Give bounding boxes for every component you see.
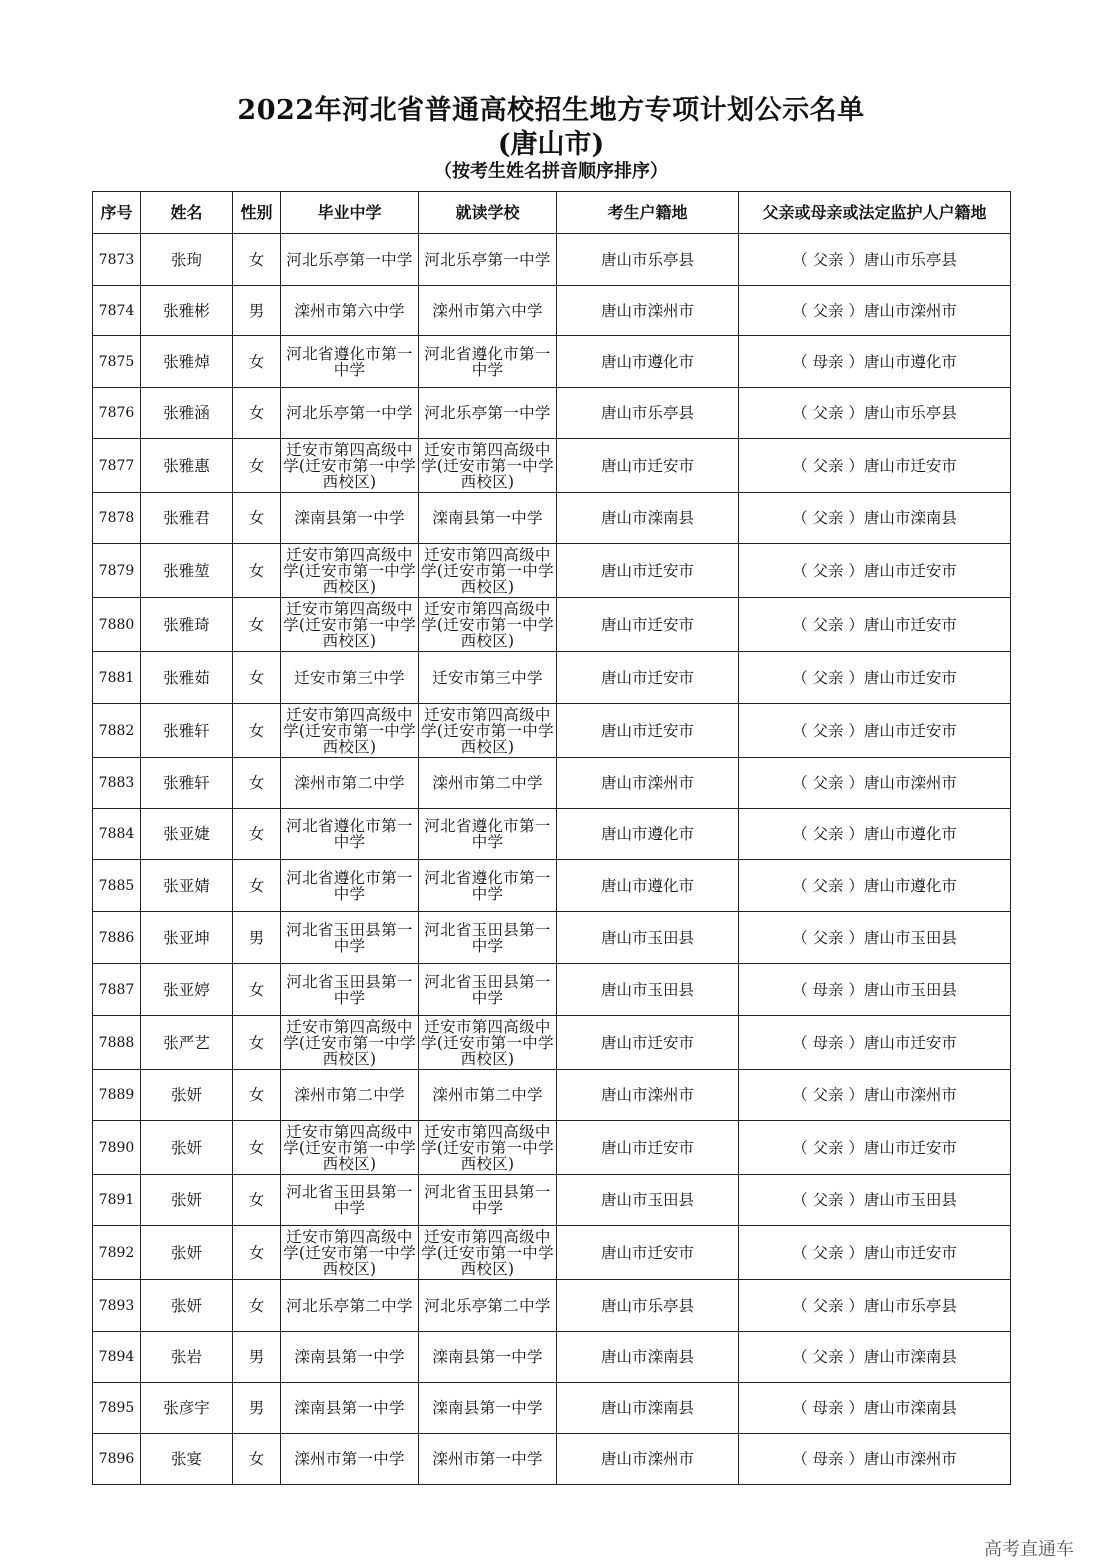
cell-no: 7890 — [93, 1121, 141, 1175]
cell-current-school: 滦州市第二中学 — [419, 758, 557, 809]
cell-guardian-household: （ 父亲 ）唐山市滦州市 — [739, 758, 1011, 809]
cell-grad-school: 迁安市第四高级中学(迁安市第一中学西校区) — [281, 439, 419, 493]
cell-no: 7887 — [93, 964, 141, 1016]
table-row — [93, 388, 1011, 439]
cell-no: 7883 — [93, 758, 141, 809]
table-row — [93, 1016, 1011, 1070]
cell-sex: 女 — [233, 1121, 281, 1175]
cell-sex: 女 — [233, 704, 281, 758]
cell-name: 张雅轩 — [141, 758, 233, 809]
cell-grad-school: 迁安市第四高级中学(迁安市第一中学西校区) — [281, 544, 419, 598]
cell-current-school: 迁安市第四高级中学(迁安市第一中学西校区) — [419, 544, 557, 598]
cell-guardian-household: （ 父亲 ）唐山市迁安市 — [739, 652, 1011, 704]
cell-no: 7893 — [93, 1280, 141, 1332]
table-row — [93, 1383, 1011, 1434]
cell-sex: 女 — [233, 1280, 281, 1332]
cell-current-school: 迁安市第四高级中学(迁安市第一中学西校区) — [419, 704, 557, 758]
cell-name: 张雅堃 — [141, 544, 233, 598]
cell-name: 张亚婷 — [141, 964, 233, 1016]
cell-no: 7894 — [93, 1332, 141, 1383]
cell-name: 张雅轩 — [141, 704, 233, 758]
table-row — [93, 598, 1011, 652]
cell-household: 唐山市迁安市 — [557, 1121, 739, 1175]
cell-household: 唐山市滦南县 — [557, 493, 739, 544]
col-header-sex: 性别 — [233, 192, 281, 234]
cell-household: 唐山市玉田县 — [557, 912, 739, 964]
cell-household: 唐山市玉田县 — [557, 964, 739, 1016]
cell-sex: 女 — [233, 388, 281, 439]
cell-sex: 女 — [233, 1226, 281, 1280]
cell-household: 唐山市迁安市 — [557, 652, 739, 704]
cell-grad-school: 迁安市第四高级中学(迁安市第一中学西校区) — [281, 704, 419, 758]
cell-grad-school: 滦南县第一中学 — [281, 1332, 419, 1383]
col-header-current-school: 就读学校 — [419, 192, 557, 234]
cell-guardian-household: （ 父亲 ）唐山市玉田县 — [739, 912, 1011, 964]
cell-guardian-household: （ 父亲 ）唐山市迁安市 — [739, 544, 1011, 598]
table-row — [93, 860, 1011, 912]
cell-name: 张亚婕 — [141, 809, 233, 860]
cell-sex: 女 — [233, 652, 281, 704]
cell-sex: 女 — [233, 493, 281, 544]
cell-household: 唐山市迁安市 — [557, 598, 739, 652]
cell-grad-school: 河北省遵化市第一中学 — [281, 860, 419, 912]
cell-no: 7895 — [93, 1383, 141, 1434]
cell-guardian-household: （ 母亲 ）唐山市滦州市 — [739, 1434, 1011, 1485]
cell-household: 唐山市遵化市 — [557, 860, 739, 912]
cell-sex: 女 — [233, 1434, 281, 1485]
table-row — [93, 1121, 1011, 1175]
cell-no: 7873 — [93, 234, 141, 286]
table-row — [93, 1175, 1011, 1226]
col-header-guardian-household: 父亲或母亲或法定监护人户籍地 — [739, 192, 1011, 234]
cell-household: 唐山市迁安市 — [557, 1016, 739, 1070]
cell-current-school: 河北省玉田县第一中学 — [419, 964, 557, 1016]
cell-name: 张雅茹 — [141, 652, 233, 704]
cell-sex: 女 — [233, 964, 281, 1016]
cell-no: 7881 — [93, 652, 141, 704]
cell-grad-school: 河北乐亭第一中学 — [281, 234, 419, 286]
cell-sex: 女 — [233, 598, 281, 652]
cell-household: 唐山市乐亭县 — [557, 1280, 739, 1332]
cell-current-school: 滦州市第二中学 — [419, 1070, 557, 1121]
cell-guardian-household: （ 母亲 ）唐山市玉田县 — [739, 964, 1011, 1016]
cell-guardian-household: （ 父亲 ）唐山市迁安市 — [739, 704, 1011, 758]
cell-current-school: 河北乐亭第一中学 — [419, 388, 557, 439]
cell-current-school: 迁安市第四高级中学(迁安市第一中学西校区) — [419, 1016, 557, 1070]
cell-household: 唐山市滦州市 — [557, 1434, 739, 1485]
cell-grad-school: 河北乐亭第一中学 — [281, 388, 419, 439]
cell-guardian-household: （ 父亲 ）唐山市乐亭县 — [739, 234, 1011, 286]
cell-no: 7886 — [93, 912, 141, 964]
cell-grad-school: 滦南县第一中学 — [281, 493, 419, 544]
cell-no: 7877 — [93, 439, 141, 493]
cell-grad-school: 迁安市第四高级中学(迁安市第一中学西校区) — [281, 598, 419, 652]
table-row — [93, 912, 1011, 964]
col-header-grad-school: 毕业中学 — [281, 192, 419, 234]
cell-name: 张妍 — [141, 1070, 233, 1121]
cell-no: 7891 — [93, 1175, 141, 1226]
cell-current-school: 迁安市第四高级中学(迁安市第一中学西校区) — [419, 1226, 557, 1280]
cell-current-school: 河北乐亭第二中学 — [419, 1280, 557, 1332]
document-title: 2022年河北省普通高校招生地方专项计划公示名单 — [237, 95, 865, 126]
cell-name: 张雅彬 — [141, 286, 233, 336]
cell-grad-school: 迁安市第四高级中学(迁安市第一中学西校区) — [281, 1121, 419, 1175]
cell-current-school: 河北省遵化市第一中学 — [419, 809, 557, 860]
cell-name: 张妍 — [141, 1175, 233, 1226]
table-row — [93, 234, 1011, 286]
cell-current-school: 滦南县第一中学 — [419, 1383, 557, 1434]
table-body — [93, 234, 1011, 1485]
cell-name: 张亚坤 — [141, 912, 233, 964]
table-row — [93, 439, 1011, 493]
cell-name: 张雅琦 — [141, 598, 233, 652]
cell-name: 张妍 — [141, 1226, 233, 1280]
cell-household: 唐山市滦州市 — [557, 758, 739, 809]
cell-no: 7884 — [93, 809, 141, 860]
cell-current-school: 河北省遵化市第一中学 — [419, 336, 557, 388]
cell-guardian-household: （ 父亲 ）唐山市滦南县 — [739, 1332, 1011, 1383]
sort-note: （按考生姓名拼音顺序排序） — [434, 161, 668, 182]
table-row — [93, 544, 1011, 598]
cell-name: 张岩 — [141, 1332, 233, 1383]
col-header-name: 姓名 — [141, 192, 233, 234]
cell-sex: 女 — [233, 1016, 281, 1070]
cell-name: 张彦宇 — [141, 1383, 233, 1434]
cell-guardian-household: （ 父亲 ）唐山市滦南县 — [739, 493, 1011, 544]
cell-sex: 女 — [233, 439, 281, 493]
cell-household: 唐山市迁安市 — [557, 439, 739, 493]
cell-household: 唐山市滦州市 — [557, 286, 739, 336]
cell-household: 唐山市遵化市 — [557, 336, 739, 388]
col-header-no: 序号 — [93, 192, 141, 234]
cell-sex: 女 — [233, 544, 281, 598]
cell-grad-school: 滦南县第一中学 — [281, 1383, 419, 1434]
document-subtitle: (唐山市) — [497, 129, 605, 160]
cell-household: 唐山市滦南县 — [557, 1332, 739, 1383]
cell-current-school: 河北省遵化市第一中学 — [419, 860, 557, 912]
cell-grad-school: 河北乐亭第二中学 — [281, 1280, 419, 1332]
cell-household: 唐山市滦州市 — [557, 1070, 739, 1121]
cell-grad-school: 滦州市第二中学 — [281, 758, 419, 809]
cell-no: 7889 — [93, 1070, 141, 1121]
cell-name: 张妍 — [141, 1280, 233, 1332]
cell-sex: 女 — [233, 809, 281, 860]
table-row — [93, 286, 1011, 336]
table-row — [93, 1226, 1011, 1280]
roster-table — [92, 191, 1011, 1485]
cell-household: 唐山市遵化市 — [557, 809, 739, 860]
cell-no: 7875 — [93, 336, 141, 388]
cell-guardian-household: （ 母亲 ）唐山市遵化市 — [739, 336, 1011, 388]
cell-sex: 女 — [233, 860, 281, 912]
cell-grad-school: 迁安市第四高级中学(迁安市第一中学西校区) — [281, 1226, 419, 1280]
cell-household: 唐山市乐亭县 — [557, 388, 739, 439]
cell-guardian-household: （ 父亲 ）唐山市遵化市 — [739, 860, 1011, 912]
cell-sex: 女 — [233, 1070, 281, 1121]
cell-guardian-household: （ 父亲 ）唐山市乐亭县 — [739, 388, 1011, 439]
col-header-household: 考生户籍地 — [557, 192, 739, 234]
cell-sex: 男 — [233, 1332, 281, 1383]
cell-grad-school: 河北省遵化市第一中学 — [281, 336, 419, 388]
cell-sex: 男 — [233, 286, 281, 336]
cell-current-school: 河北省玉田县第一中学 — [419, 1175, 557, 1226]
cell-name: 张宴 — [141, 1434, 233, 1485]
cell-grad-school: 滦州市第一中学 — [281, 1434, 419, 1485]
cell-guardian-household: （ 父亲 ）唐山市乐亭县 — [739, 1280, 1011, 1332]
cell-guardian-household: （ 母亲 ）唐山市迁安市 — [739, 1016, 1011, 1070]
cell-no: 7885 — [93, 860, 141, 912]
table-row — [93, 1332, 1011, 1383]
cell-name: 张妍 — [141, 1121, 233, 1175]
cell-current-school: 河北乐亭第一中学 — [419, 234, 557, 286]
cell-current-school: 滦南县第一中学 — [419, 493, 557, 544]
cell-name: 张雅焯 — [141, 336, 233, 388]
cell-guardian-household: （ 父亲 ）唐山市迁安市 — [739, 439, 1011, 493]
table-row — [93, 809, 1011, 860]
cell-name: 张亚婧 — [141, 860, 233, 912]
cell-name: 张雅涵 — [141, 388, 233, 439]
cell-guardian-household: （ 父亲 ）唐山市玉田县 — [739, 1175, 1011, 1226]
table-row — [93, 1434, 1011, 1485]
cell-guardian-household: （ 父亲 ）唐山市迁安市 — [739, 598, 1011, 652]
table-row — [93, 336, 1011, 388]
cell-no: 7880 — [93, 598, 141, 652]
cell-no: 7892 — [93, 1226, 141, 1280]
cell-household: 唐山市乐亭县 — [557, 234, 739, 286]
cell-household: 唐山市迁安市 — [557, 1226, 739, 1280]
cell-current-school: 迁安市第四高级中学(迁安市第一中学西校区) — [419, 598, 557, 652]
table-row — [93, 758, 1011, 809]
cell-no: 7878 — [93, 493, 141, 544]
cell-no: 7874 — [93, 286, 141, 336]
cell-household: 唐山市玉田县 — [557, 1175, 739, 1226]
cell-grad-school: 迁安市第四高级中学(迁安市第一中学西校区) — [281, 1016, 419, 1070]
cell-sex: 女 — [233, 758, 281, 809]
cell-grad-school: 河北省玉田县第一中学 — [281, 964, 419, 1016]
cell-no: 7882 — [93, 704, 141, 758]
cell-guardian-household: （ 父亲 ）唐山市迁安市 — [739, 1226, 1011, 1280]
cell-current-school: 迁安市第三中学 — [419, 652, 557, 704]
cell-sex: 女 — [233, 336, 281, 388]
cell-current-school: 滦州市第一中学 — [419, 1434, 557, 1485]
watermark: 高考直通车 — [984, 1539, 1074, 1560]
cell-current-school: 滦南县第一中学 — [419, 1332, 557, 1383]
table-header-row — [93, 192, 1011, 234]
cell-guardian-household: （ 父亲 ）唐山市遵化市 — [739, 809, 1011, 860]
cell-current-school: 迁安市第四高级中学(迁安市第一中学西校区) — [419, 1121, 557, 1175]
cell-no: 7879 — [93, 544, 141, 598]
cell-guardian-household: （ 父亲 ）唐山市滦州市 — [739, 286, 1011, 336]
cell-no: 7888 — [93, 1016, 141, 1070]
table-row — [93, 704, 1011, 758]
cell-current-school: 迁安市第四高级中学(迁安市第一中学西校区) — [419, 439, 557, 493]
table-row — [93, 1280, 1011, 1332]
table-row — [93, 1070, 1011, 1121]
cell-household: 唐山市迁安市 — [557, 544, 739, 598]
cell-sex: 男 — [233, 1383, 281, 1434]
cell-grad-school: 河北省玉田县第一中学 — [281, 1175, 419, 1226]
table-row — [93, 493, 1011, 544]
cell-name: 张雅君 — [141, 493, 233, 544]
cell-grad-school: 滦州市第二中学 — [281, 1070, 419, 1121]
cell-no: 7876 — [93, 388, 141, 439]
table-row — [93, 964, 1011, 1016]
cell-sex: 男 — [233, 912, 281, 964]
cell-household: 唐山市滦南县 — [557, 1383, 739, 1434]
cell-grad-school: 河北省遵化市第一中学 — [281, 809, 419, 860]
cell-guardian-household: （ 母亲 ）唐山市滦南县 — [739, 1383, 1011, 1434]
cell-sex: 女 — [233, 234, 281, 286]
cell-household: 唐山市迁安市 — [557, 704, 739, 758]
cell-name: 张严艺 — [141, 1016, 233, 1070]
cell-grad-school: 河北省玉田县第一中学 — [281, 912, 419, 964]
cell-current-school: 河北省玉田县第一中学 — [419, 912, 557, 964]
cell-grad-school: 滦州市第六中学 — [281, 286, 419, 336]
cell-name: 张雅惠 — [141, 439, 233, 493]
cell-name: 张珣 — [141, 234, 233, 286]
cell-grad-school: 迁安市第三中学 — [281, 652, 419, 704]
cell-guardian-household: （ 父亲 ）唐山市迁安市 — [739, 1121, 1011, 1175]
cell-current-school: 滦州市第六中学 — [419, 286, 557, 336]
cell-sex: 女 — [233, 1175, 281, 1226]
cell-no: 7896 — [93, 1434, 141, 1485]
cell-guardian-household: （ 父亲 ）唐山市滦州市 — [739, 1070, 1011, 1121]
table-row — [93, 652, 1011, 704]
